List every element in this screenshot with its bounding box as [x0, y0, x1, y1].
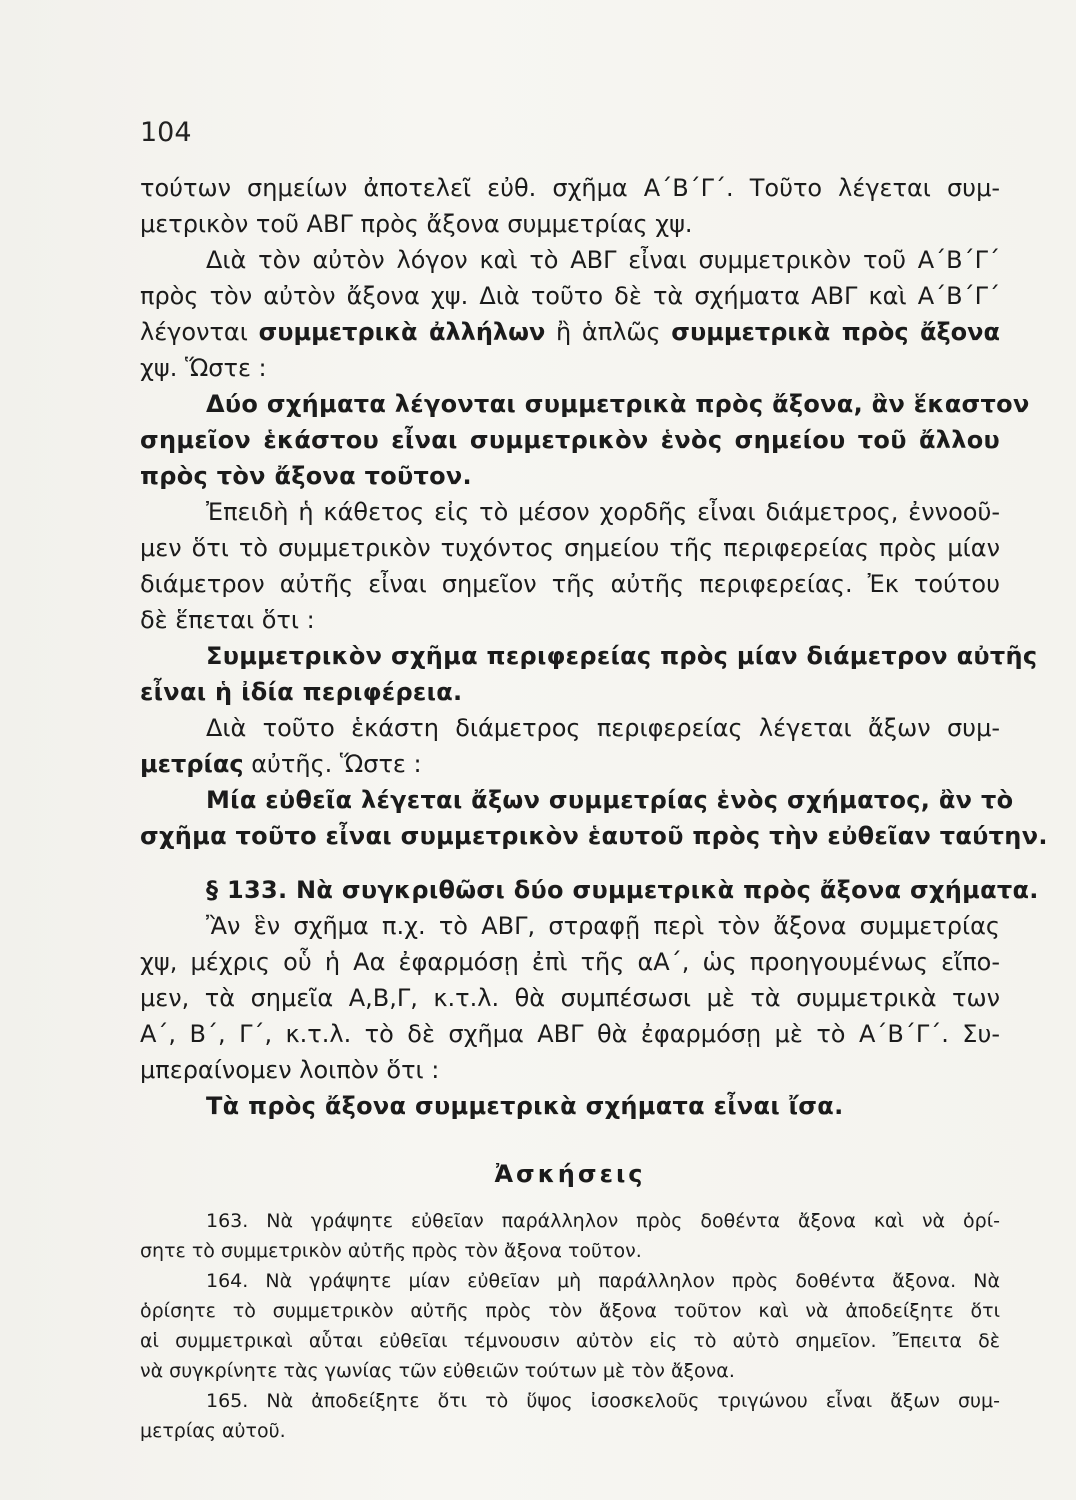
- definition-line: Συμμετρικὸν σχῆμα περιφερείας πρὸς μίαν διάμετρον αὐτῆς: [206, 642, 1038, 670]
- text-span: αὐτῆς. Ὥστε :: [243, 750, 422, 778]
- text-line: Α΄, Β΄, Γ΄, κ.τ.λ. τὸ δὲ σχῆμα ΑΒΓ θὰ ἐφαρμόσῃ μὲ τὸ Α΄Β΄Γ΄. Συ-: [140, 1020, 1000, 1048]
- exercises-list: [140, 1206, 1000, 1446]
- exercise-line: νὰ συγκρίνητε τὰς γωνίας τῶν εὐθειῶν τούτων μὲ τὸν ἄξονα.: [140, 1360, 735, 1382]
- definition-line: Δύο σχήματα λέγονται συμμετρικὰ πρὸς ἄξονα, ἂν ἕκαστον: [206, 390, 1030, 418]
- section-heading: § 133. Νὰ συγκριθῶσι δύο συμμετρικὰ πρὸς ἄξονα σχήματα.: [206, 876, 1039, 904]
- exercise-line: μετρίας αὐτοῦ.: [140, 1420, 286, 1442]
- text-line: μεν ὅτι τὸ συμμετρικὸν τυχόντος σημείου τῆς περιφερείας πρὸς μίαν: [140, 534, 1000, 562]
- exercise-line: ὁρίσητε τὸ συμμετρικὸν αὐτῆς πρὸς τὸν ἄξονα τοῦτον καὶ νὰ ἀποδείξητε ὅτι: [140, 1300, 1000, 1322]
- bold-term: μετρίας: [140, 750, 244, 778]
- definition-line: Μία εὐθεῖα λέγεται ἄξων συμμετρίας ἑνὸς σχήματος, ἂν τὸ: [206, 786, 1014, 814]
- text-line: Διὰ τοῦτο ἑκάστη διάμετρος περιφερείας λέγεται ἄξων συμ-: [206, 714, 1000, 742]
- text-line: Ἂν ἓν σχῆμα π.χ. τὸ ΑΒΓ, στραφῇ περὶ τὸν ἄξονα συμμετρίας: [206, 912, 1000, 940]
- definition-line: πρὸς τὸν ἄξονα τοῦτον.: [140, 462, 472, 490]
- definition-line: εἶναι ἡ ἰδία περιφέρεια.: [140, 678, 463, 706]
- exercises-heading: Ἀσκήσεις: [494, 1160, 646, 1188]
- text-line: δὲ ἕπεται ὅτι :: [140, 606, 315, 634]
- text-line: [140, 314, 1000, 350]
- text-line: Ἐπειδὴ ἡ κάθετος εἰς τὸ μέσον χορδῆς εἶναι διάμετρος, ἐννοοῦ-: [206, 498, 1000, 526]
- text-line: [140, 746, 1000, 782]
- exercise-line: 163. Νὰ γράψητε εὐθεῖαν παράλληλον πρὸς δοθέντα ἄξονα καὶ νὰ ὁρί-: [206, 1210, 1000, 1232]
- exercise-line: σητε τὸ συμμετρικὸν αὐτῆς πρὸς τὸν ἄξονα τοῦτον.: [140, 1240, 642, 1262]
- text-span: λέγονται: [140, 318, 259, 346]
- definition-line: σχῆμα τοῦτο εἶναι συμμετρικὸν ἑαυτοῦ πρὸς τὴν εὐθεῖαν ταύτην.: [140, 822, 1048, 850]
- exercise-line: αἱ συμμετρικαὶ αὗται εὐθεῖαι τέμνουσιν αὐτὸν εἰς τὸ αὐτὸ σημεῖον. Ἔπειτα δὲ: [140, 1330, 1000, 1352]
- text-line: μπεραίνομεν λοιπὸν ὅτι :: [140, 1056, 440, 1084]
- text-line: χψ. Ὥστε :: [140, 354, 267, 382]
- bold-term: συμμετρικὰ ἀλλήλων: [258, 318, 546, 346]
- page-number: 104: [140, 117, 192, 148]
- bold-term: συμμετρικὰ πρὸς ἄξονα: [671, 318, 1000, 346]
- text-line: Διὰ τὸν αὐτὸν λόγον καὶ τὸ ΑΒΓ εἶναι συμμετρικὸν τοῦ Α΄Β΄Γ΄: [206, 246, 1000, 274]
- text-line: τούτων σημείων ἀποτελεῖ εὐθ. σχῆμα Α΄Β΄Γ΄. Τοῦτο λέγεται συμ-: [140, 174, 1000, 202]
- spacer: [140, 854, 1000, 872]
- page-body: [140, 170, 1048, 1446]
- text-line: διάμετρον αὐτῆς εἶναι σημεῖον τῆς αὐτῆς περιφερείας. Ἐκ τούτου: [140, 570, 1000, 598]
- theorem-line: Τὰ πρὸς ἄξονα συμμετρικὰ σχήματα εἶναι ἴσα.: [206, 1092, 844, 1120]
- exercise-line: 165. Νὰ ἀποδείξητε ὅτι τὸ ὕψος ἰσοσκελοῦς τριγώνου εἶναι ἄξων συμ-: [206, 1390, 1000, 1412]
- text-span: μετρικὸν τοῦ ΑΒΓ πρὸς ἄξονα συμμετρίας χψ.: [140, 210, 693, 238]
- text-line: μεν, τὰ σημεῖα Α,Β,Γ, κ.τ.λ. θὰ συμπέσωσι μὲ τὰ συμμετρικὰ των: [140, 984, 1000, 1012]
- text-line: [140, 206, 1000, 242]
- exercise-line: 164. Νὰ γράψητε μίαν εὐθεῖαν μὴ παράλληλον πρὸς δοθέντα ἄξονα. Νὰ: [206, 1270, 1000, 1292]
- text-line: χψ, μέχρις οὗ ἡ Αα ἐφαρμόσῃ ἐπὶ τῆς αΑ΄, ὡς προηγουμένως εἴπο-: [140, 948, 1000, 976]
- text-line: πρὸς τὸν αὐτὸν ἄξονα χψ. Διὰ τοῦτο δὲ τὰ σχήματα ΑΒΓ καὶ Α΄Β΄Γ΄: [140, 282, 1000, 310]
- text-span: ἢ ἁπλῶς: [545, 318, 672, 346]
- definition-line: σημεῖον ἑκάστου εἶναι συμμετρικὸν ἑνὸς σημείου τοῦ ἄλλου: [140, 426, 1000, 454]
